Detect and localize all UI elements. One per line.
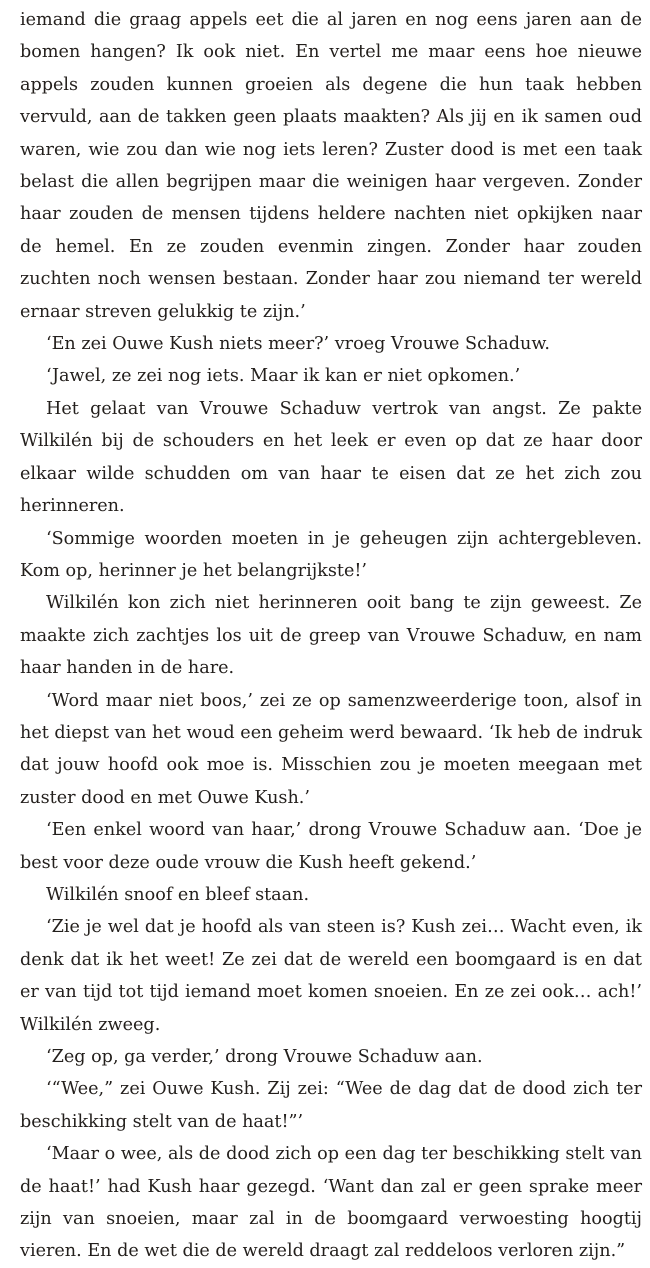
paragraph: ‘Sommige woorden moeten in je geheugen zijn achtergebleven. Kom op, herinner je het belangrijkste!’ xyxy=(20,528,642,581)
paragraph: ‘Word maar niet boos,’ zei ze op samenzweerderige toon, alsof in het diepst van het woud een geheim werd bewaard. ‘Ik heb de indruk dat jouw hoofd ook moe is. Misschien zou je moeten meegaan met zuster dood en met Ouwe Kush.’ xyxy=(20,690,642,808)
paragraph: Het gelaat van Vrouwe Schaduw vertrok van angst. Ze pakte Wilkilén bij de schouders en het leek er even op dat ze haar door elkaar wilde schudden om van haar te eisen dat ze het zich zou herinneren. xyxy=(20,398,642,517)
paragraph: ‘“Wee,” zei Ouwe Kush. Zij zei: “Wee de dag dat de dood zich ter beschikking stelt van de haat!”’ xyxy=(20,1079,642,1132)
book-page xyxy=(20,4,642,1268)
paragraph: Wilkilén snoof en bleef staan. xyxy=(46,884,310,905)
paragraph: ‘Zie je wel dat je hoofd als van steen is? Kush zei… Wacht even, ik denk dat ik het weet! Ze zei dat de wereld een boomgaard is en dat er van tijd tot tijd iemand moet komen snoeien. En ze zei ook… ach!’ Wilkilén zweeg. xyxy=(20,917,642,1035)
paragraph: ‘Maar o wee, als de dood zich op een dag ter beschikking stelt van de haat!’ had Kush haar gezegd. ‘Want dan zal er geen sprake meer zijn van snoeien, maar zal in de boomgaard verwoesting hoogtij vieren. En de wet die de wereld draagt zal reddeloos verloren zijn.” xyxy=(20,1144,642,1262)
paragraph-continued: iemand die graag appels eet die al jaren en nog eens jaren aan de bomen hangen? Ik ook niet. En vertel me maar eens hoe nieuwe appels zouden kunnen groeien als degene die hun taak hebben vervuld, aan de takken geen plaats maakten? Als jij en ik samen oud waren, wie zou dan wie nog iets leren? Zuster dood is met een taak belast die allen begrijpen maar die weinigen haar vergeven. Zonder haar zouden de mensen tijdens heldere nachten niet opkijken naar de hemel. En ze zouden evenmin zingen. Zonder haar zouden zuchten noch wensen bestaan. Zonder haar zou niemand ter wereld ernaar streven gelukkig te zijn.’ xyxy=(20,10,642,322)
paragraph: ‘Jawel, ze zei nog iets. Maar ik kan er niet opkomen.’ xyxy=(46,366,521,387)
paragraph: Wilkilén kon zich niet herinneren ooit bang te zijn geweest. Ze maakte zich zachtjes los uit de greep van Vrouwe Schaduw, en nam haar handen in de hare. xyxy=(20,593,642,679)
paragraph: ‘Zeg op, ga verder,’ drong Vrouwe Schaduw aan. xyxy=(46,1047,483,1067)
paragraph: ‘En zei Ouwe Kush niets meer?’ vroeg Vrouwe Schaduw. xyxy=(46,334,550,355)
paragraph: ‘Een enkel woord van haar,’ drong Vrouwe Schaduw aan. ‘Doe je best voor deze oude vrouw die Kush heeft gekend.’ xyxy=(20,820,642,873)
